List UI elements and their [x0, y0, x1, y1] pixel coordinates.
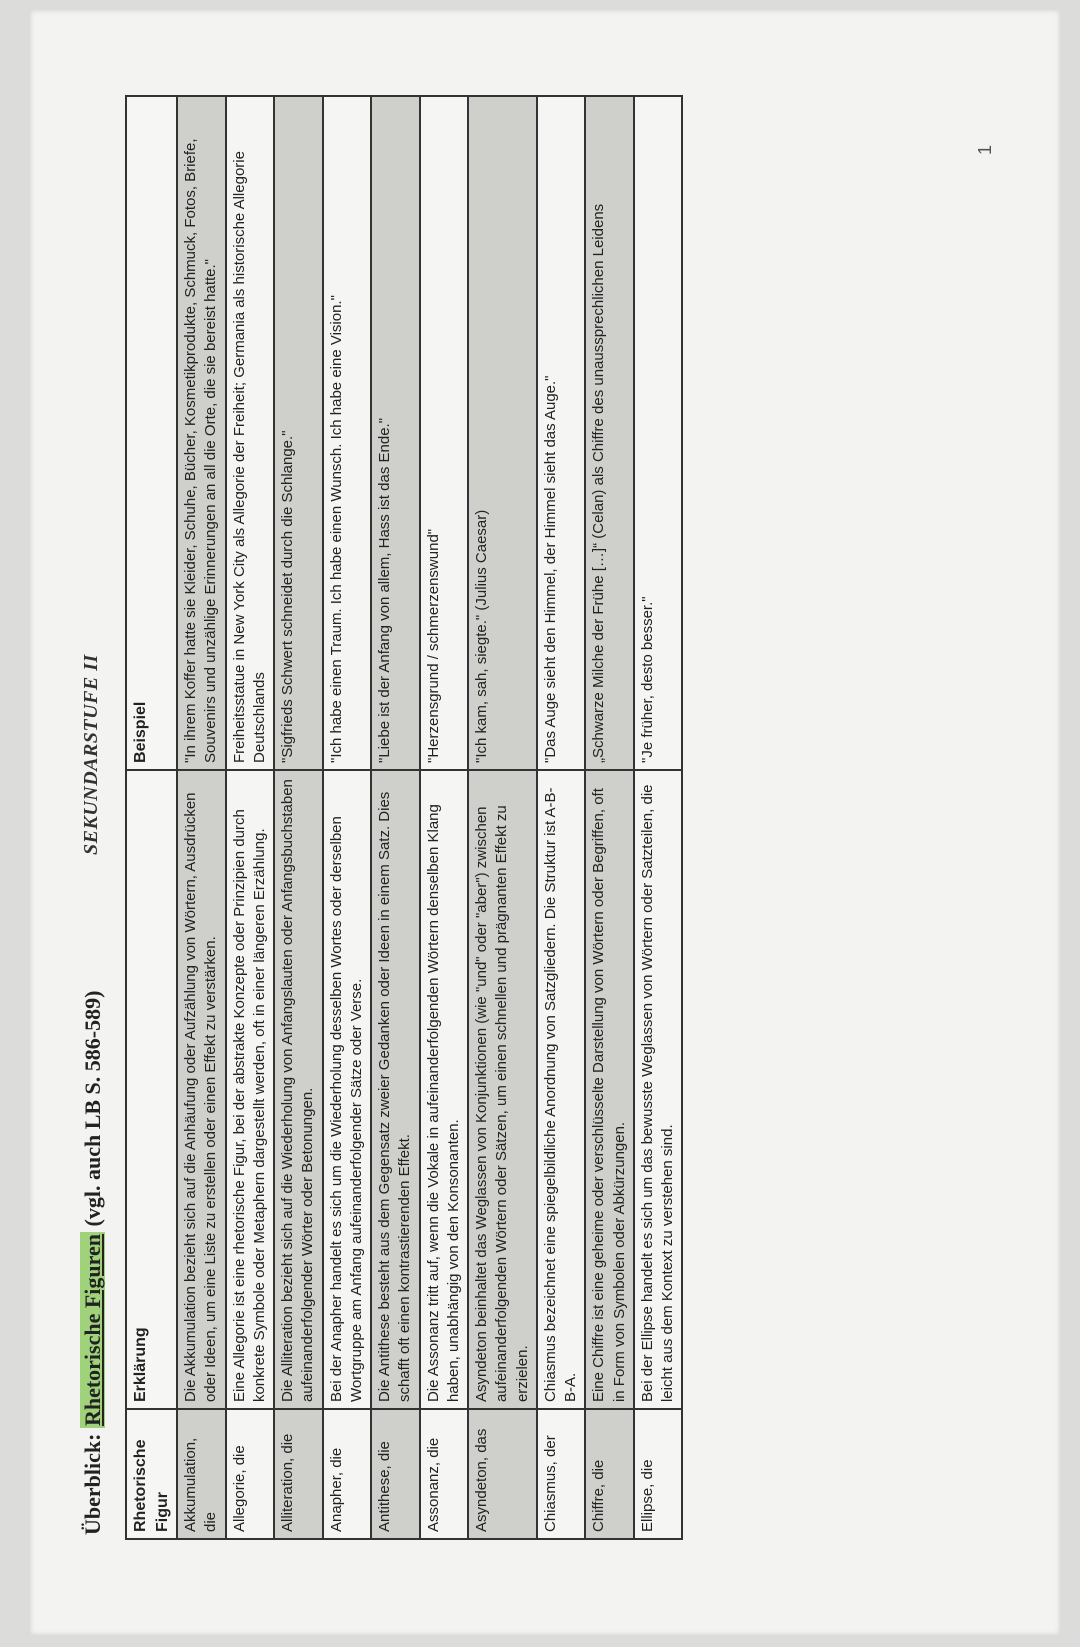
cell-beispiel: "Ich kam, sah, siegte." (Julius Caesar)	[468, 96, 537, 770]
header-label: SEKUNDARSTUFE II	[80, 654, 102, 855]
cell-beispiel: "Liebe ist der Anfang von allem, Hass ist das Ende."	[371, 96, 420, 770]
title-suffix: (vgl. auch LB S. 586-589)	[80, 990, 105, 1232]
cell-erklaerung: Die Assonanz tritt auf, wenn die Vokale in aufeinanderfolgenden Wörtern denselben Klang haben, unabhängig von den Konsonanten.	[420, 770, 469, 1409]
table-row	[177, 96, 226, 1539]
cell-figur: Antithese, die	[371, 1409, 420, 1539]
cell-figur: Anapher, die	[323, 1409, 372, 1539]
table-row	[226, 96, 275, 1539]
cell-erklaerung: Die Antithese besteht aus dem Gegensatz zweier Gedanken oder Ideen in einem Satz. Dies schafft oft einen kontrastierenden Effekt.	[371, 770, 420, 1409]
column-header-beispiel: Beispiel	[126, 96, 177, 770]
table-row	[537, 96, 586, 1539]
paper-sheet	[30, 10, 1060, 1635]
column-header-erklaerung: Erklärung	[126, 770, 177, 1409]
column-header-figur: Rhetorische Figur	[126, 1409, 177, 1539]
cell-erklaerung: Chiasmus bezeichnet eine spiegelbildliche Anordnung von Satzgliedern. Die Struktur ist A-B-B-A.	[537, 770, 586, 1409]
cell-figur: Akkumulation, die	[177, 1409, 226, 1539]
title-highlight: Rhetorische Figuren	[80, 1233, 105, 1427]
rotated-page	[30, 10, 1060, 1635]
cell-beispiel: Freiheitsstatue in New York City als Allegorie der Freiheit; Germania als historische Allegorie Deutschlands	[226, 96, 275, 770]
cell-erklaerung: Bei der Anapher handelt es sich um die Wiederholung desselben Wortes oder derselben Wortgruppe am Anfang aufeinanderfolgender Sätze oder Verse.	[323, 770, 372, 1409]
figures-table	[125, 95, 683, 1540]
cell-figur: Chiffre, die	[585, 1409, 634, 1539]
page-number: 1	[975, 144, 995, 155]
cell-beispiel: "Das Auge sieht den Himmel, der Himmel sieht das Auge."	[537, 96, 586, 770]
cell-beispiel: "Je früher, desto besser."	[634, 96, 683, 770]
cell-beispiel: „Schwarze Milche der Frühe […]“ (Celan) als Chiffre des unaussprechlichen Leidens	[585, 96, 634, 770]
cell-beispiel: "Sigfrieds Schwert schneidet durch die Schlange."	[274, 96, 323, 770]
cell-erklaerung: Bei der Ellipse handelt es sich um das bewusste Weglassen von Wörtern oder Satzteilen, die leicht aus dem Kontext zu verstehen sind.	[634, 770, 683, 1409]
cell-beispiel: "Herzensgrund / schmerzenswund"	[420, 96, 469, 770]
cell-erklaerung: Die Akkumulation bezieht sich auf die Anhäufung oder Aufzählung von Wörtern, Ausdrücken oder Ideen, um eine Liste zu erstellen oder einen Effekt zu verstärken.	[177, 770, 226, 1409]
cell-figur: Allegorie, die	[226, 1409, 275, 1539]
table-row	[371, 96, 420, 1539]
cell-beispiel: "Ich habe einen Traum. Ich habe einen Wunsch. Ich habe eine Vision."	[323, 96, 372, 770]
table-row	[634, 96, 683, 1539]
table-row	[468, 96, 537, 1539]
cell-figur: Alliteration, die	[274, 1409, 323, 1539]
title-prefix: Überblick:	[80, 1428, 105, 1535]
cell-figur: Chiasmus, der	[537, 1409, 586, 1539]
cell-erklaerung: Eine Allegorie ist eine rhetorische Figur, bei der abstrakte Konzepte oder Prinzipien durch konkrete Symbole oder Metaphern dargestellt werden, oft in einer längeren Erzählung.	[226, 770, 275, 1409]
table-row	[323, 96, 372, 1539]
document-title	[80, 991, 106, 1535]
cell-beispiel: "In ihrem Koffer hatte sie Kleider, Schuhe, Bücher, Kosmetikprodukte, Schmuck, Fotos, Briefe, Souvenirs und unzählige Erinnerungen an all die Orte, die sie bereist hatte."	[177, 96, 226, 770]
cell-figur: Ellipse, die	[634, 1409, 683, 1539]
cell-figur: Asyndeton, das	[468, 1409, 537, 1539]
cell-erklaerung: Eine Chiffre ist eine geheime oder verschlüsselte Darstellung von Wörtern oder Begriffen, oft in Form von Symbolen oder Abkürzungen.	[585, 770, 634, 1409]
table-header-row	[126, 96, 177, 1539]
table-row	[420, 96, 469, 1539]
cell-figur: Assonanz, die	[420, 1409, 469, 1539]
cell-erklaerung: Asyndeton beinhaltet das Weglassen von Konjunktionen (wie "und" oder "aber") zwischen aufeinanderfolgenden Wörtern oder Sätzen, um einen schnellen und prägnanten Effekt zu erzielen.	[468, 770, 537, 1409]
cell-erklaerung: Die Alliteration bezieht sich auf die Wiederholung von Anfangslauten oder Anfangsbuchstaben aufeinanderfolgender Wörter oder Betonungen.	[274, 770, 323, 1409]
table-row	[274, 96, 323, 1539]
table-row	[585, 96, 634, 1539]
